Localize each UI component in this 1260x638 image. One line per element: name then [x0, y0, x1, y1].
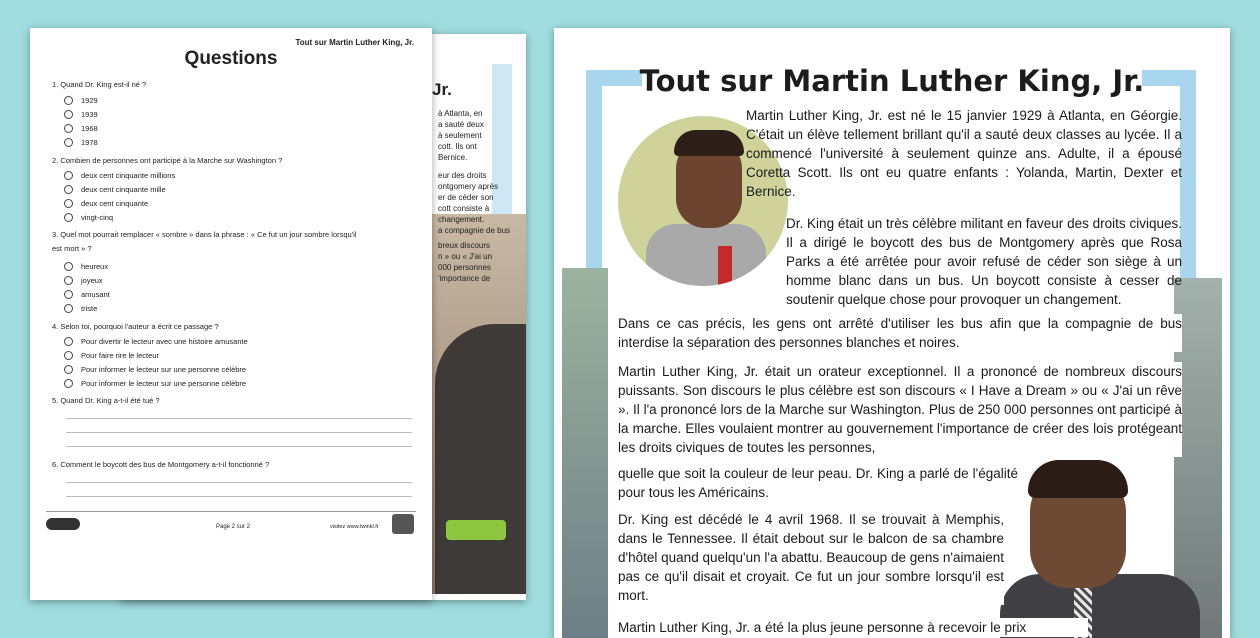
- paragraph-2b: Dans ce cas précis, les gens ont arrêté d'utiliser les bus afin que la compagnie de bus interdise la séparation des personnes blanches et noires.: [618, 316, 1182, 350]
- radio-icon[interactable]: [64, 171, 73, 180]
- radio-icon[interactable]: [64, 276, 73, 285]
- back-title-fragment: Jr.: [432, 80, 452, 99]
- option-label: Pour faire rire le lecteur: [81, 351, 159, 360]
- option[interactable]: [64, 262, 108, 271]
- back-text-fragment: eur des droits: [438, 171, 487, 180]
- option[interactable]: [64, 365, 246, 374]
- option-label: deux cent cinquante: [81, 199, 149, 208]
- radio-icon[interactable]: [64, 110, 73, 119]
- back-text-fragment: n » ou « J'ai un: [438, 252, 493, 261]
- footer-website: visitez www.twinkl.fr: [330, 524, 379, 530]
- answer-line[interactable]: [66, 496, 412, 497]
- paragraph-2a: Dr. King était un très célèbre militant en faveur des droits civiques. Il a dirigé le boycott des bus de Montgomery après que Rosa Parks a été arrêtée pour avoir refusé de céder son siège à un homme blanc dans un bus. Un boycott consiste à cesser de soutenir quelque chose pour provoquer un changement.: [786, 216, 1182, 307]
- paragraph-3a: Martin Luther King, Jr. était un orateur exceptionnel. Il a prononcé de nombreux discours puissants. Son discours le plus célèbre est son discours « I Have a Dream » ou « J'ai un rêve ». Il l'a prononcé lors de la Marche sur Washington. Plus de 250 000 personnes ont participé à la marche. Elles voulaient montrer au gouvernement l'importance de créer des lois protégeant les droits civiques de toutes les personnes,: [618, 364, 1182, 455]
- option-label: triste: [81, 304, 98, 313]
- page-title: Questions: [184, 48, 278, 69]
- logo-badge: [446, 520, 506, 540]
- twinkl-logo: [46, 518, 80, 530]
- radio-icon[interactable]: [64, 213, 73, 222]
- question-4: 4. Selon toi, pourquoi l'auteur a écrit ce passage ?: [52, 322, 219, 331]
- question-5: 5. Quand Dr. King a-t-il été tué ?: [52, 396, 160, 405]
- back-text-fragment: er de céder son: [438, 193, 494, 202]
- back-text-fragment: à Atlanta, en: [438, 109, 483, 118]
- back-text-fragment: a compagnie de bus: [438, 226, 511, 235]
- back-text-fragment: cott consiste à: [438, 204, 490, 213]
- back-text-fragment: breux discours: [438, 241, 491, 250]
- radio-icon[interactable]: [64, 337, 73, 346]
- option[interactable]: [64, 199, 148, 208]
- radio-icon[interactable]: [64, 365, 73, 374]
- answer-line[interactable]: [66, 418, 412, 419]
- option[interactable]: [64, 379, 246, 388]
- radio-icon[interactable]: [64, 199, 73, 208]
- option-label: deux cent cinquante mille: [81, 185, 166, 194]
- option[interactable]: [64, 138, 98, 147]
- footer-divider: [46, 511, 416, 512]
- option[interactable]: [64, 124, 98, 133]
- page-title: Tout sur Martin Luther King, Jr.: [639, 64, 1145, 98]
- paragraph-1: Martin Luther King, Jr. est né le 15 janvier 1929 à Atlanta, en Géorgie. C'était un élève tellement brillant qu'il a sauté deux classes au lycée. Il a commencé l'université à seulement quinze ans. Adulte, il a épousé Coretta Scott. Ils ont eu quatre enfants : Yolanda, Martin, Dexter et Bernice.: [746, 108, 1182, 199]
- option[interactable]: [64, 171, 175, 180]
- page-header: Tout sur Martin Luther King, Jr.: [295, 38, 414, 47]
- option[interactable]: [64, 185, 166, 194]
- building-illustration: [562, 268, 608, 638]
- option[interactable]: [64, 276, 103, 285]
- option-label: Pour divertir le lecteur avec une histoire amusante: [81, 337, 248, 346]
- radio-icon[interactable]: [64, 138, 73, 147]
- questions-page: [30, 28, 432, 600]
- answer-line[interactable]: [66, 446, 412, 447]
- back-text-fragment: à seulement: [438, 131, 482, 140]
- option[interactable]: [64, 351, 159, 360]
- option-label: Pour informer le lecteur sur une personne célèbre: [81, 365, 247, 374]
- back-text-fragment: changement.: [438, 215, 485, 224]
- option[interactable]: [64, 290, 110, 299]
- option-label: 1978: [81, 138, 98, 147]
- radio-icon[interactable]: [64, 304, 73, 313]
- logo-icon: [392, 514, 414, 534]
- option-label: deux cent cinquante millions: [81, 171, 176, 180]
- radio-icon[interactable]: [64, 379, 73, 388]
- question-3: 3. Quel mot pourrait remplacer « sombre » dans la phrase : « Ce fut un jour sombre lorsqu'il: [52, 230, 357, 239]
- portrait-illustration: [435, 324, 526, 594]
- option-label: amusant: [81, 290, 110, 299]
- answer-line[interactable]: [66, 482, 412, 483]
- question-3-cont: est mort » ?: [52, 244, 92, 253]
- question-1: 1. Quand Dr. King est-il né ?: [52, 80, 147, 89]
- question-6: 6. Comment le boycott des bus de Montgomery a-t-il fonctionné ?: [52, 460, 270, 469]
- radio-icon[interactable]: [64, 262, 73, 271]
- paragraph-4: Dr. King est décédé le 4 avril 1968. Il se trouvait à Memphis, dans le Tennessee. Il était debout sur le balcon de sa chambre d'hôtel quand quelqu'un l'a abattu. Beaucoup de gens n'aimaient pas ce qu'il disait et croyait. Ce fut un jour sombre lorsqu'il est mort.: [618, 512, 1004, 603]
- option-label: joyeux: [81, 276, 103, 285]
- radio-icon[interactable]: [64, 351, 73, 360]
- option-label: 1939: [81, 110, 98, 119]
- option[interactable]: [64, 213, 113, 222]
- radio-icon[interactable]: [64, 96, 73, 105]
- back-text-fragment: 000 personnes: [438, 263, 491, 272]
- paragraph-3b: quelle que soit la couleur de leur peau. Dr. King a parlé de l'égalité pour tous les Américains.: [618, 466, 1018, 500]
- option[interactable]: [64, 304, 97, 313]
- answer-line[interactable]: [66, 432, 412, 433]
- back-text-fragment: 'importance de: [438, 274, 491, 283]
- option[interactable]: [64, 337, 248, 346]
- option-label: heureux: [81, 262, 109, 271]
- radio-icon[interactable]: [64, 185, 73, 194]
- option-label: 1929: [81, 96, 98, 105]
- question-2: 2. Combien de personnes ont participé à la Marche sur Washington ?: [52, 156, 283, 165]
- radio-icon[interactable]: [64, 124, 73, 133]
- page-number: Page 2 sur 2: [216, 524, 251, 530]
- option-label: 1968: [81, 124, 98, 133]
- option[interactable]: [64, 110, 98, 119]
- back-text-fragment: Bernice.: [438, 153, 468, 162]
- back-text-fragment: ontgomery après: [438, 182, 499, 191]
- option[interactable]: [64, 96, 98, 105]
- option-label: vingt-cinq: [81, 213, 114, 222]
- option-label: Pour informer le lecteur sur une personne célèbre: [81, 379, 247, 388]
- radio-icon[interactable]: [64, 290, 73, 299]
- reading-page: [554, 28, 1230, 638]
- back-text-fragment: a sauté deux: [438, 120, 484, 129]
- back-text-fragment: cott. Ils ont: [438, 142, 477, 151]
- paragraph-5: Martin Luther King, Jr. a été la plus jeune personne à recevoir le prix: [618, 618, 1088, 637]
- portrait-illustration: [1000, 454, 1200, 638]
